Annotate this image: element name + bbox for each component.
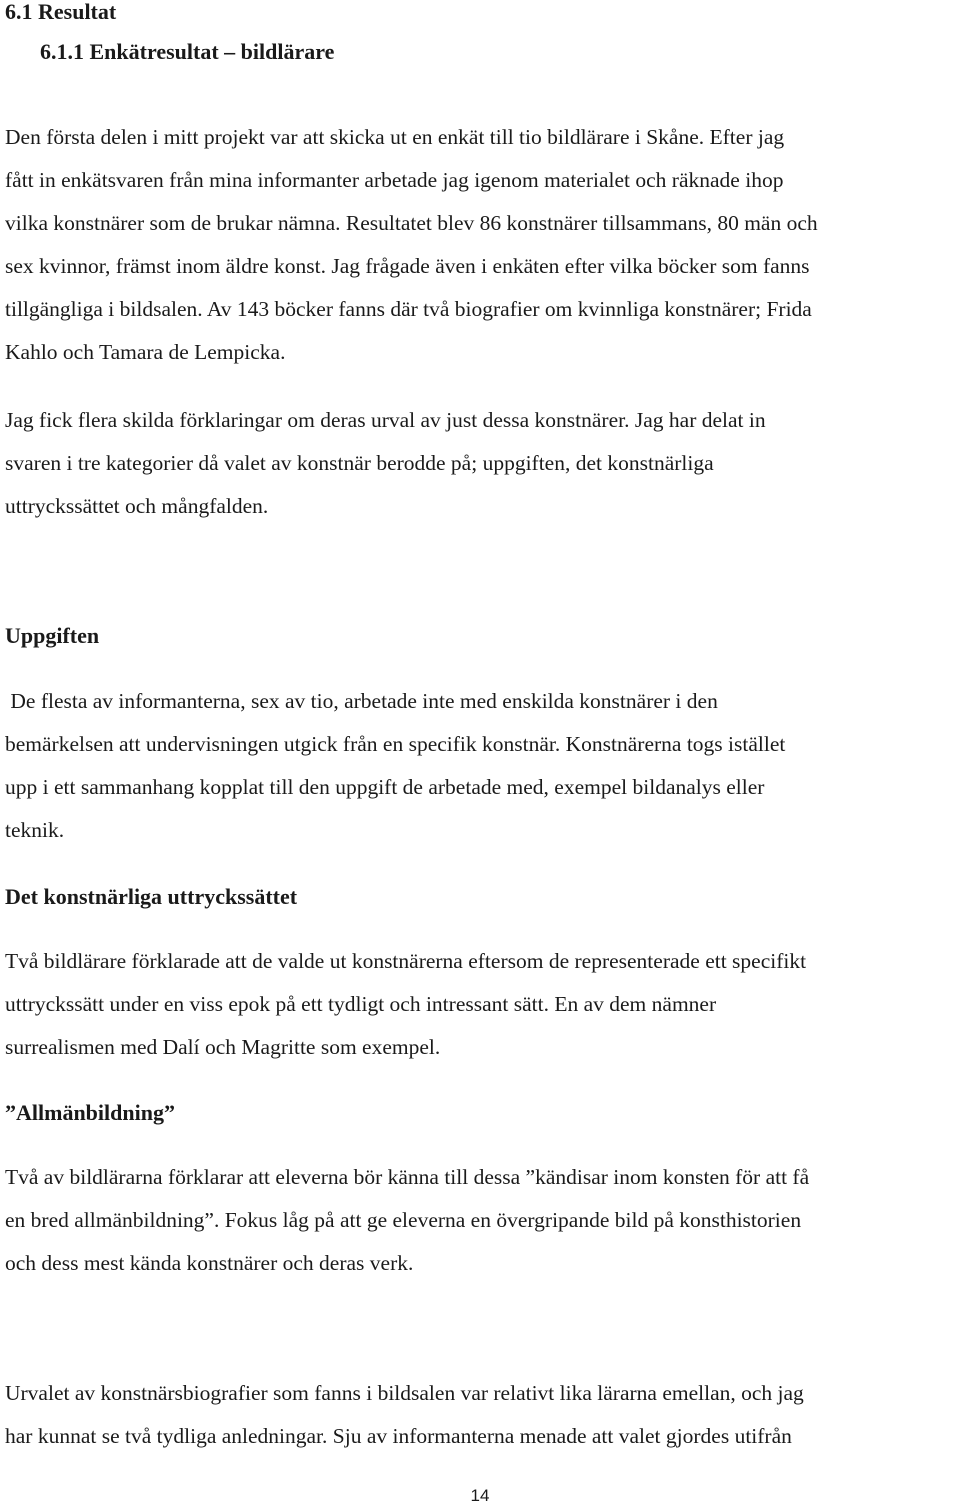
allmanbildning-line: och dess mest kända konstnärer och deras verk. (5, 1251, 414, 1275)
uppgiften-line: teknik. (5, 818, 65, 842)
allmanbildning-paragraph (5, 1156, 955, 1285)
intro-line: vilka konstnärer som de brukar nämna. Resultatet blev 86 konstnärer tillsammans, 80 män och (5, 211, 818, 235)
uppgiften-line: bemärkelsen att undervisningen utgick från en specifik konstnär. Konstnärerna togs istället (5, 732, 786, 756)
intro-line: Kahlo och Tamara de Lempicka. (5, 340, 286, 364)
page-number: 14 (470, 1486, 490, 1505)
uppgiften-line: De flesta av informanterna, sex av tio, arbetade inte med enskilda konstnärer i den (5, 689, 718, 713)
allmanbildning-line: Två av bildlärarna förklarar att eleverna bör känna till dessa ”kändisar inom konsten för att få (5, 1165, 810, 1189)
intro-line: tillgängliga i bildsalen. Av 143 böcker fanns där två biografier om kvinnliga konstnärer; Frida (5, 297, 812, 321)
heading-uppgiften: Uppgiften (5, 623, 100, 648)
uttryck-line: uttryckssätt under en viss epok på ett tydligt och intressant sätt. En av dem nämner (5, 992, 717, 1016)
categories-paragraph (5, 399, 955, 528)
closing-line: har kunnat se två tydliga anledningar. Sju av informanterna menade att valet gjordes utifrån (5, 1424, 792, 1448)
uttryck-paragraph (5, 940, 955, 1069)
closing-paragraph (5, 1372, 955, 1458)
categories-line: Jag fick flera skilda förklaringar om deras urval av just dessa konstnärer. Jag har delat in (5, 408, 766, 432)
closing-line: Urvalet av konstnärsbiografier som fanns i bildsalen var relativt lika lärarna emellan, och jag (5, 1381, 804, 1405)
section-title: 6.1 Resultat (5, 0, 117, 24)
subsection-title: 6.1.1 Enkätresultat – bildlärare (40, 39, 335, 64)
categories-line: uttryckssättet och mångfalden. (5, 494, 269, 518)
allmanbildning-line: en bred allmänbildning”. Fokus låg på att ge eleverna en övergripande bild på konsthistorien (5, 1208, 802, 1232)
intro-line: sex kvinnor, främst inom äldre konst. Jag frågade även i enkäten efter vilka böcker som fanns (5, 254, 810, 278)
intro-line: fått in enkätsvaren från mina informanter arbetade jag igenom materialet och räknade ihop (5, 168, 784, 192)
heading-allmanbildning: ”Allmänbildning” (5, 1100, 175, 1125)
uppgiften-paragraph (5, 680, 955, 852)
heading-uttryck: Det konstnärliga uttryckssättet (5, 884, 298, 909)
uppgiften-line: upp i ett sammanhang kopplat till den uppgift de arbetade med, exempel bildanalys eller (5, 775, 765, 799)
categories-line: svaren i tre kategorier då valet av konstnär berodde på; uppgiften, det konstnärliga (5, 451, 714, 475)
uttryck-line: surrealismen med Dalí och Magritte som exempel. (5, 1035, 441, 1059)
uttryck-line: Två bildlärare förklarade att de valde ut konstnärerna eftersom de representerade ett specifikt (5, 949, 807, 973)
intro-line: Den första delen i mitt projekt var att skicka ut en enkät till tio bildlärare i Skåne. Efter jag (5, 125, 785, 149)
intro-paragraph (5, 116, 955, 374)
